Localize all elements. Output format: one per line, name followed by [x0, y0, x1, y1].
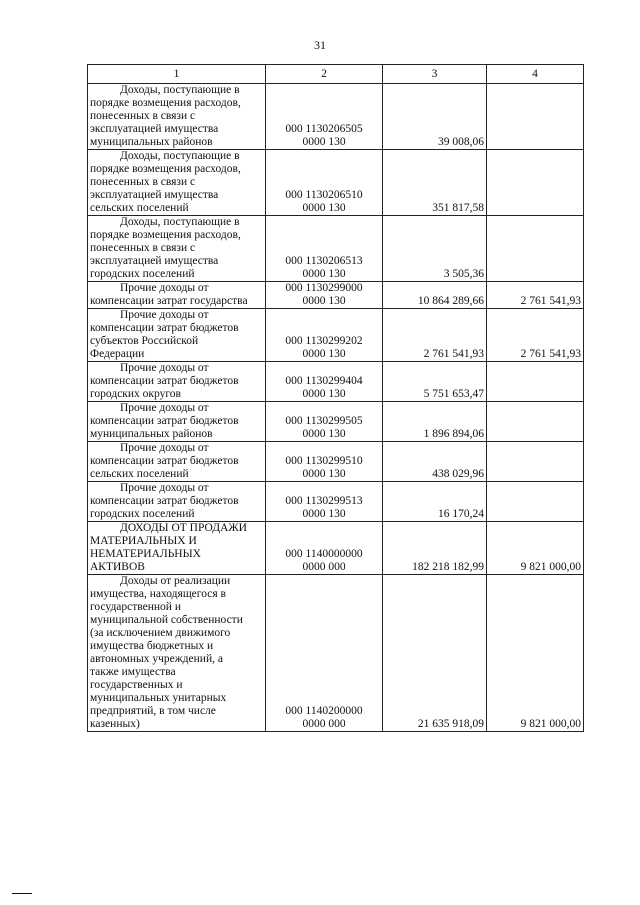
- amount2-cell: [487, 442, 584, 482]
- revenue-name-line: компенсации затрат бюджетов: [90, 415, 239, 427]
- revenue-name-line: муниципальных унитарных: [90, 692, 227, 704]
- revenue-name-line: порядке возмещения расходов,: [90, 229, 241, 241]
- revenue-name-line: государственной и: [90, 601, 181, 613]
- revenue-name-line: Прочие доходы от: [120, 282, 209, 294]
- table-row: [88, 522, 584, 575]
- amount-cell: 16 170,24: [383, 482, 487, 522]
- page-number: 31: [314, 38, 326, 52]
- revenue-name-line: городских поселений: [90, 268, 195, 280]
- budget-code-line: 000 1130299404: [285, 375, 363, 387]
- revenue-name-line: Федерации: [90, 348, 145, 360]
- revenue-name-cell: [88, 216, 266, 282]
- amount-cell: 438 029,96: [383, 442, 487, 482]
- budget-code-line: 0000 130: [302, 508, 346, 520]
- revenue-name-line: понесенных в связи с: [90, 242, 196, 254]
- revenue-name-line: (за исключением движимого: [90, 627, 231, 639]
- revenue-name-cell: [88, 575, 266, 732]
- revenue-name-cell: [88, 309, 266, 362]
- revenue-name-line: государственных и: [90, 679, 183, 691]
- amount-cell: 21 635 918,09: [383, 575, 487, 732]
- amount-cell: 10 864 289,66: [383, 282, 487, 309]
- revenue-name-line: понесенных в связи с: [90, 176, 196, 188]
- amount2-cell: [487, 482, 584, 522]
- revenue-name-line: Прочие доходы от: [120, 482, 209, 494]
- table-row: [88, 84, 584, 150]
- amount2-cell: 9 821 000,00: [487, 575, 584, 732]
- revenue-name-cell: [88, 282, 266, 309]
- revenue-name-line: имущества бюджетных и: [90, 640, 214, 652]
- budget-code-line: 0000 000: [302, 718, 346, 730]
- revenue-name-line: порядке возмещения расходов,: [90, 163, 241, 175]
- budget-code-cell: [266, 282, 383, 309]
- revenue-name-cell: [88, 442, 266, 482]
- header-col-4: 4: [487, 65, 584, 84]
- table-row: [88, 362, 584, 402]
- revenue-name-line: эксплуатацией имущества: [90, 189, 219, 201]
- budget-revenue-table: [87, 64, 584, 732]
- budget-code-line: 0000 000: [302, 561, 346, 573]
- amount2-cell: 9 821 000,00: [487, 522, 584, 575]
- revenue-name-line: компенсации затрат бюджетов: [90, 375, 239, 387]
- budget-code-line: 0000 130: [302, 428, 346, 440]
- revenue-name-cell: [88, 150, 266, 216]
- revenue-name-line: Доходы, поступающие в: [120, 150, 240, 162]
- revenue-name-line: компенсации затрат бюджетов: [90, 455, 239, 467]
- header-col-2: 2: [266, 65, 383, 84]
- budget-code-cell: [266, 482, 383, 522]
- revenue-name-line: муниципальной собственности: [90, 614, 243, 626]
- amount-cell: 3 505,36: [383, 216, 487, 282]
- budget-code-line: 000 1130206513: [285, 255, 363, 267]
- table-row: [88, 402, 584, 442]
- revenue-name-line: Доходы, поступающие в: [120, 84, 240, 96]
- budget-code-line: 0000 130: [302, 468, 346, 480]
- revenue-name-line: порядке возмещения расходов,: [90, 97, 241, 109]
- amount2-cell: 2 761 541,93: [487, 282, 584, 309]
- revenue-name-line: предприятий, в том числе: [90, 705, 216, 717]
- revenue-name-line: компенсации затрат бюджетов: [90, 322, 239, 334]
- amount2-cell: [487, 362, 584, 402]
- revenue-name-line: муниципальных районов: [90, 136, 213, 148]
- revenue-name-line: автономных учреждений, а: [90, 653, 223, 665]
- revenue-name-line: Доходы, поступающие в: [120, 216, 240, 228]
- table-row: [88, 482, 584, 522]
- revenue-name-line: муниципальных районов: [90, 428, 213, 440]
- revenue-name-line: компенсации затрат государства: [90, 295, 248, 307]
- budget-code-line: 000 1140200000: [285, 705, 363, 717]
- table-row: [88, 150, 584, 216]
- budget-code-line: 0000 130: [302, 136, 346, 148]
- revenue-name-line: субъектов Российской: [90, 335, 199, 347]
- revenue-name-line: городских поселений: [90, 508, 195, 520]
- budget-code-line: 000 1130299202: [285, 335, 363, 347]
- budget-code-cell: [266, 522, 383, 575]
- revenue-name-line: Прочие доходы от: [120, 442, 209, 454]
- table-body: [88, 84, 584, 732]
- revenue-name-line: городских округов: [90, 388, 181, 400]
- amount2-cell: [487, 216, 584, 282]
- amount2-cell: [487, 150, 584, 216]
- amount-cell: 182 218 182,99: [383, 522, 487, 575]
- budget-code-line: 000 1130299000: [285, 282, 363, 294]
- revenue-name-line: Прочие доходы от: [120, 309, 209, 321]
- budget-code-line: 000 1130299510: [285, 455, 363, 467]
- revenue-name-line: НЕМАТЕРИАЛЬНЫХ: [90, 548, 201, 560]
- budget-code-cell: [266, 84, 383, 150]
- revenue-name-line: также имущества: [90, 666, 176, 678]
- budget-code-cell: [266, 575, 383, 732]
- table-row: [88, 575, 584, 732]
- revenue-name-line: АКТИВОВ: [90, 561, 145, 573]
- revenue-name-cell: [88, 84, 266, 150]
- amount-cell: 1 896 894,06: [383, 402, 487, 442]
- budget-code-line: 0000 130: [302, 295, 346, 307]
- header-col-3: 3: [383, 65, 487, 84]
- budget-code-line: 000 1130299513: [285, 495, 363, 507]
- revenue-name-line: МАТЕРИАЛЬНЫХ И: [90, 535, 197, 547]
- table-header-row: [88, 65, 584, 84]
- revenue-name-cell: [88, 402, 266, 442]
- amount-cell: 2 761 541,93: [383, 309, 487, 362]
- amount2-cell: 2 761 541,93: [487, 309, 584, 362]
- revenue-name-line: ДОХОДЫ ОТ ПРОДАЖИ: [120, 522, 247, 534]
- revenue-name-line: казенных): [90, 718, 140, 730]
- budget-code-line: 000 1130206510: [285, 189, 363, 201]
- budget-code-line: 0000 130: [302, 202, 346, 214]
- table-row: [88, 282, 584, 309]
- table-row: [88, 309, 584, 362]
- header-col-1: 1: [88, 65, 266, 84]
- table-row: [88, 442, 584, 482]
- budget-code-line: 000 1130206505: [285, 123, 363, 135]
- budget-code-line: 0000 130: [302, 268, 346, 280]
- budget-code-line: 0000 130: [302, 348, 346, 360]
- revenue-name-line: понесенных в связи с: [90, 110, 196, 122]
- budget-code-cell: [266, 402, 383, 442]
- revenue-name-line: сельских поселений: [90, 202, 189, 214]
- budget-code-cell: [266, 150, 383, 216]
- budget-code-line: 0000 130: [302, 388, 346, 400]
- revenue-name-line: Прочие доходы от: [120, 402, 209, 414]
- revenue-name-line: сельских поселений: [90, 468, 189, 480]
- table-row: [88, 216, 584, 282]
- revenue-name-line: компенсации затрат бюджетов: [90, 495, 239, 507]
- revenue-name-cell: [88, 362, 266, 402]
- budget-code-line: 000 1130299505: [285, 415, 363, 427]
- amount2-cell: [487, 402, 584, 442]
- revenue-name-line: Прочие доходы от: [120, 362, 209, 374]
- budget-code-cell: [266, 309, 383, 362]
- amount2-cell: [487, 84, 584, 150]
- revenue-name-line: Доходы от реализации: [120, 575, 231, 587]
- amount-cell: 5 751 653,47: [383, 362, 487, 402]
- budget-code-cell: [266, 362, 383, 402]
- revenue-name-line: эксплуатацией имущества: [90, 255, 219, 267]
- revenue-name-cell: [88, 482, 266, 522]
- revenue-name-cell: [88, 522, 266, 575]
- budget-code-cell: [266, 216, 383, 282]
- budget-code-cell: [266, 442, 383, 482]
- amount-cell: 39 008,06: [383, 84, 487, 150]
- revenue-name-line: имущества, находящегося в: [90, 588, 226, 600]
- amount-cell: 351 817,58: [383, 150, 487, 216]
- revenue-name-line: эксплуатацией имущества: [90, 123, 219, 135]
- budget-code-line: 000 1140000000: [285, 548, 363, 560]
- page-edge-mark: [12, 893, 32, 894]
